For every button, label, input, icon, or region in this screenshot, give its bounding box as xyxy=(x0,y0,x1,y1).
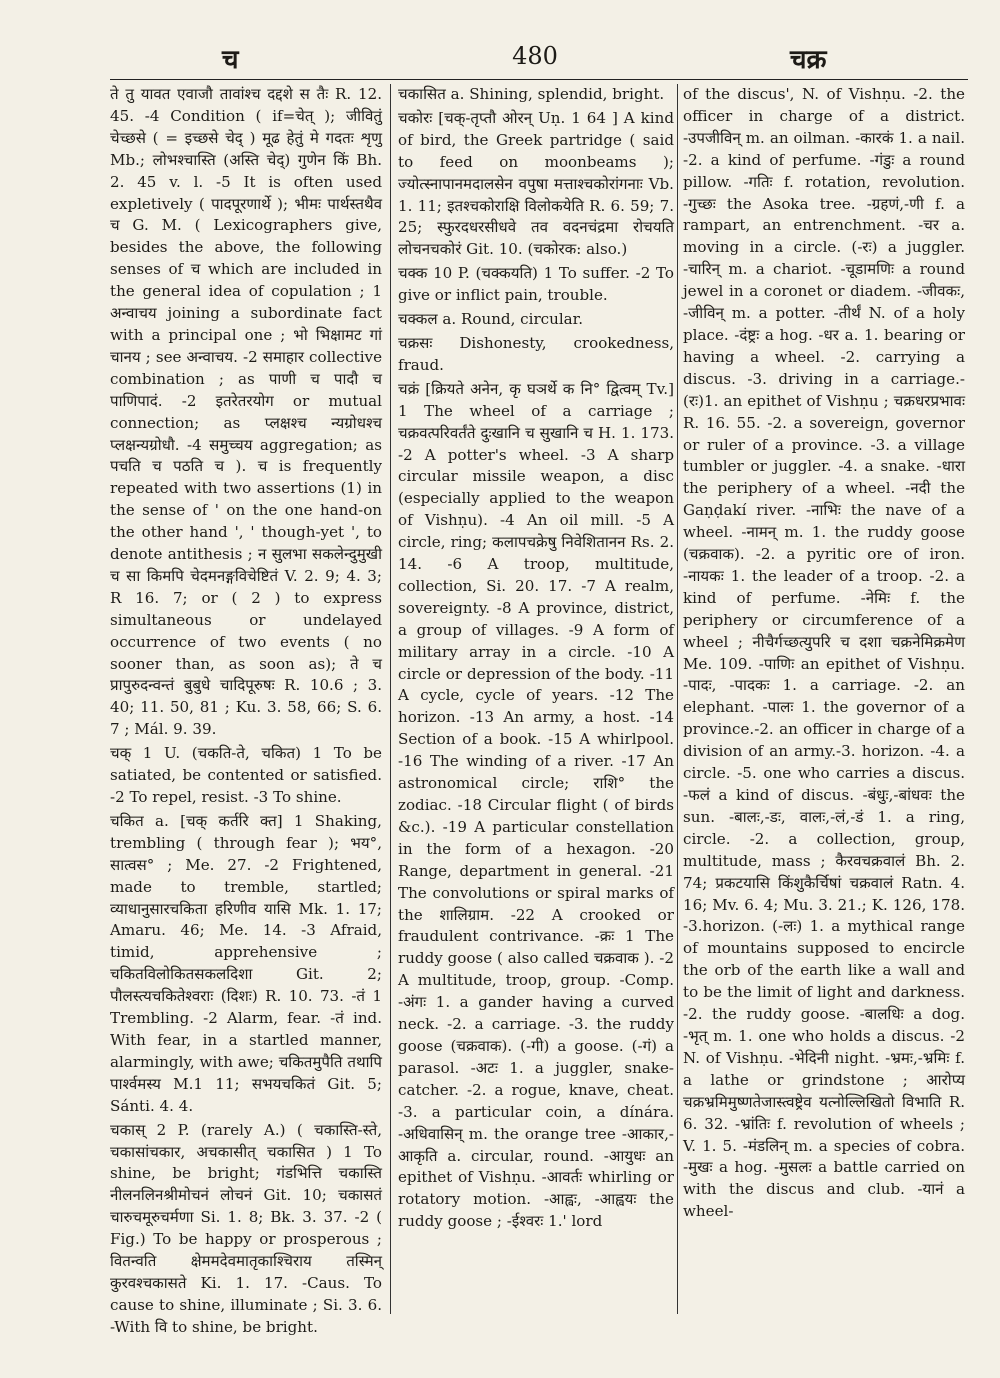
page-number: 480 xyxy=(512,42,558,70)
entry-chakora: चकोरः [चक्-तृप्तौ ओरन् Uṇ. 1 64 ] A kind of bird, the Greek partridge ( said to feed on moonbeams ); ज्योत्स्नापानमदालसेन वपुषा मत्ताश्चकोरांगनाः Vb. 1. 11; इतश्चकोराक्षि विलोकयेति R. 6. 59; 7. 25; स्फुरदधरसीधवे तव वदनचंद्रमा रोचयति लोचनचकोरं Git. 10. (चकोरक: also.) xyxy=(398,108,674,259)
left-running-head: च xyxy=(222,45,239,75)
right-running-head: चक्र xyxy=(790,45,827,75)
column-divider xyxy=(677,84,678,1314)
entry-chakita: चकित a. [चक् कर्तरि क्त] 1 Shaking, trembling ( through fear ); भय°, सात्वस° ; Me. 27. -2 Frightened, made to tremble, startled; व्याधानुसारचकिता हरिणीव यासि Mk. 1. 17; Amaru. 46; Me. 14. -3 Afraid, timid, apprehensive ; चकितविलोकितसकलदिशा Git. 2; पौलस्त्यचकितेश्वराः (दिशः) R. 10. 73. -तं 1 Trembling. -2 Alarm, fear. -तं ind. With fear, in a startled manner, alarmingly, with awe; चकितमुपैति तथापि पार्श्वमस्य M.1 11; सभयचकितं Git. 5; Sánti. 4. 4. xyxy=(110,811,382,1115)
column-2 xyxy=(398,84,674,1314)
entry-chakk: चक्क 10 P. (चक्कयति) 1 To suffer. -2 To give or inflict pain, trouble. xyxy=(398,264,674,305)
entry-chakra: चक्रं [क्रियते अनेन, कृ घञर्थे क नि° द्वित्वम् Tv.] 1 The wheel of a carriage ; चक्रवत्परिवर्तंते दुःखानि च सुखानि च H. 1. 173. -2 A potter's wheel. -3 A sharp circular missile weapon, a disc (especially applied to the weapon of Vishṇu). -4 An oil mill. -5 A circle, ring; कलापचक्रेषु निवेशितानन Rs. 2. 14. -6 A troop, multitude, collection, Si. 20. 17. -7 A realm, sovereignty. -8 A province, district, a group of villages. -9 A form of military array in a circle. -10 A circle or depression of the body. -11 A cycle, cycle of years. -12 The horizon. -13 An army, a host. -14 Section of a book. -15 A whirlpool. -16 The winding of a river. -17 An astronomical circle; राशि° the zodiac. -18 Circular flight ( of birds &c.). -19 A particular constellation in the form of a hexagon. -20 Range, department in general. -21 The convolutions or spiral marks of the शालिग्राम. -22 A crooked or fraudulent contrivance. -क्रः 1 The ruddy goose ( also called चक्रवाक ). -2 A multitude, troop, group. -Comp. -अंगः 1. a gander having a curved neck. -2. a carriage. -3. the ruddy goose (चक्रवाक). (-गी) a goose. (-गं) a parasol. -अटः 1. a juggler, snake-catcher. -2. a rogue, knave, cheat. -3. a particular coin, a dínára. -अधिवासिन् m. the orange tree -आकार,-आकृति a. circular, round. -आयुधः an epithet of Vishṇu. -आवर्तः whirling or rotatory motion. -आह्वः, -आह्वयः the ruddy goose ; -ईश्वरः 1.' lord xyxy=(398,379,674,1231)
entry-chakrasa: चक्रसः Dishonesty, crookedness, fraud. xyxy=(398,333,674,374)
entry-chakasita: चकासित a. Shining, splendid, bright. xyxy=(398,85,665,103)
entry-chakra-compounds: of the discus', N. of Vishṇu. -2. the officer in charge of a district. -उपजीविन् m. an oilman. -कारकं 1. a nail. -2. a kind of perfume. -गंडुः a round pillow. -गतिः f. rotation, revolution. -गुच्छः the Asoka tree. -ग्रहणं,-णी f. a rampart, an entrenchment. -चर a. moving in a circle. (-रः) a juggler. -चारिन् m. a chariot. -चूडामणिः a round jewel in a coronet or diadem. -जीवकः, -जीविन् m. a potter. -तीर्थं N. of a holy place. -दंष्ट्रः a hog. -धर a. 1. bearing or having a wheel. -2. carrying a discus. -3. driving in a carriage.-(रः)1. an epithet of Vishṇu ; चक्रधरप्रभावः R. 16. 55. -2. a sovereign, governor or ruler of a province. -3. a village tumbler or juggler. -4. a snake. -धारा the periphery of a wheel. -नदी the Gaṇḍakí river. -नाभिः the nave of a wheel. -नामन् m. 1. the ruddy goose (चक्रवाक). -2. a pyritic ore of iron. -नायकः 1. the leader of a troop. -2. a kind of perfume. -नेमिः f. the periphery or circumference of a wheel ; नीचैर्गच्छत्युपरि च दशा चक्रनेमिक्रमेण Me. 109. -पाणिः an epithet of Vishṇu. -पादः, -पादकः 1. a carriage. -2. an elephant. -पालः 1. the governor of a province.-2. an officer in charge of a division of an army.-3. horizon. -4. a circle. -5. one who carries a discus. -फलं a kind of discus. -बंधुः,-बांधवः the sun. -बालः,-डः, वालः,-लं,-डं 1. a ring, circle. -2. a collection, group, multitude, mass ; कैरवचक्रवालं Bh. 2. 74; प्रकटयासि किंशुकैर्चिषां चक्रवालं Ratn. 4. 16; Mv. 6. 4; Mu. 3. 21.; K. 126, 178. -3.horizon. (-लः) 1. a mythical range of mountains supposed to encircle the orb of the earth like a wall and to be the limit of light and darkness. -2. the ruddy goose. -बालधिः a dog. -भृत् m. 1. one who holds a discus. -2 N. of Vishṇu. -भेदिनी night. -भ्रमः,-भ्रमिः f. a lathe or grindstone ; आरोप्य चक्रभ्रमिमुष्णतेजास्त्वष्ट्रेव यत्नोल्लिखितो विभाति R. 6. 32. -भ्रांतिः f. revolution of wheels ; V. 1. 5. -मंडलिन् m. a species of cobra. -मुखः a hog. -मुसलः a battle carried on with the discus and club. -यानं a wheel- xyxy=(683,85,965,1221)
entry-chakas: चकास् 2 P. (rarely A.) ( चकास्ति-स्ते, चकासांचकार, अचकासीत् चकासित ) 1 To shine, be bright; गंडभित्ति चकास्ति नीलनलिनश्रीमोचनं लोचनं Git. 10; चकासतं चारुचमूरुचर्मणा Si. 1. 8; Bk. 3. 37. -2 ( Fig.) To be happy or prosperous ; वितन्वति क्षेममदेवमातृकाश्चिराय तस्मिन् कुरवश्चकासते Ki. 1. 17. -Caus. To cause to shine, illuminate ; Si. 3. 6. -With वि to shine, be bright. xyxy=(110,1120,382,1336)
column-3 xyxy=(683,84,965,1314)
entry-paragraph: ते तु यावत एवाजौ तावांश्च दद्दशे स तैः R. 12. 45. -4 Condition ( if=चेत् ); जीवितुं चेच्छसे ( = इच्छसे चेद् ) मूढ हेतुं मे गदतः शृणु Mb.; लोभश्चास्ति (अस्ति चेद्) गुणेन किं Bh. 2. 45 v. l. -5 It is often used expletively ( पादपूरणार्थे ); भीमः पार्थस्तथैव च G. M. ( Lexicographers give, besides the above, the following senses of च which are included in the general idea of copulation ; 1 अन्वाचय joining a subordinate fact with a principal one ; भो भिक्षामट गां चानय ; see अन्वाचय. -2 समाहार collective combination ; as पाणी च पादौ च पाणिपादं. -2 इतरेतरयोग or mutual connection; as प्लक्षश्च न्यग्रोधश्च प्लक्षन्यग्रोधौ. -4 समुच्चय aggregation; as पचति च पठति च ). च is frequently repeated with two assertions (1) in the sense of ' on the one hand-on the other hand ', ' though-yet ', to denote antithesis ; न सुलभा सकलेन्दुमुखी च सा किमपि चेदमनङ्गविचेष्टितं V. 2. 9; 4. 3; R 16. 7; or ( 2 ) to express simultaneous or undelayed occurrence of two events ( no sooner than, as soon as); ते च प्रापुरुदन्वन्तं बुबुधे चादिपूरुषः R. 10.6 ; 3. 40; 11. 50, 81 ; Ku. 3. 58, 66; S. 6. 7 ; Mál. 9. 39. xyxy=(110,85,382,739)
entry-chakkala: चक्कल a. Round, circular. xyxy=(398,310,584,329)
page-header xyxy=(0,40,1000,80)
header-rule xyxy=(110,79,968,80)
entry-chak: चक् 1 U. (चकति-ते, चकित) 1 To be satiated, be contented or satisfied. -2 To repel, resist. -3 To shine. xyxy=(110,744,382,806)
column-1 xyxy=(110,84,382,1336)
column-divider xyxy=(390,84,391,1314)
